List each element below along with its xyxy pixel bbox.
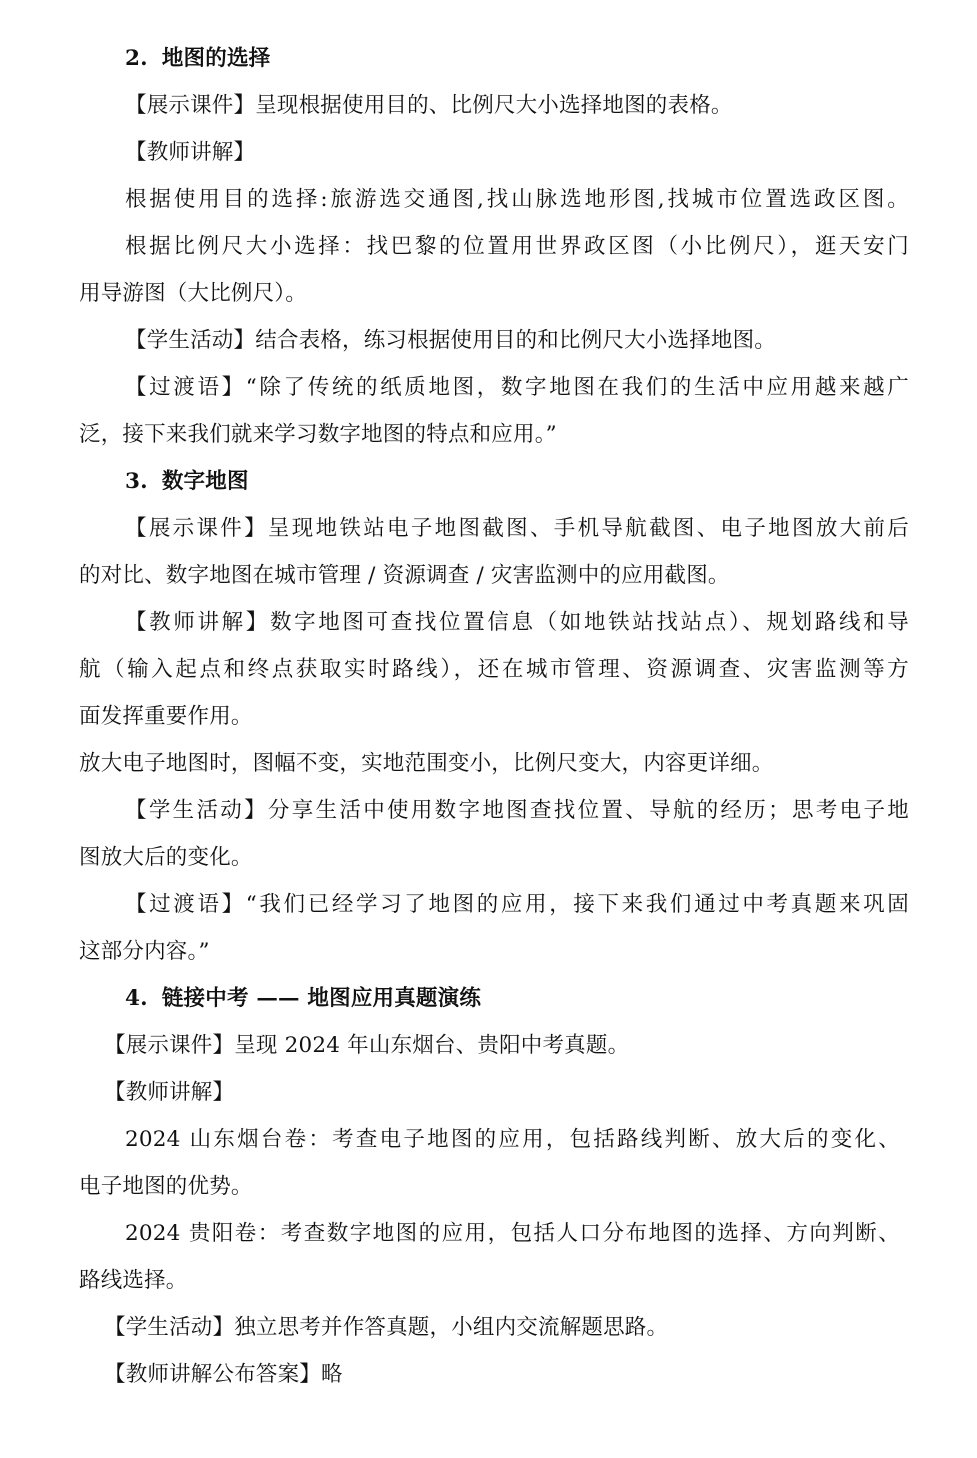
paragraph-line: 【教师讲解】数字地图可查找位置信息（如地铁站找站点）、规划路线和导 [125,610,909,635]
paragraph-line: 根据使用目的选择:旅游选交通图,找山脉选地形图,找城市位置选政区图。 [125,187,909,212]
section-number: 2. [125,46,148,71]
paragraph-line: 面发挥重要作用。 [79,704,253,729]
paragraph-line: 路线选择。 [79,1268,188,1293]
paragraph-line: 的对比、数字地图在城市管理 / 资源调查 / 灾害监测中的应用截图。 [79,563,730,588]
paragraph-line: 【学生活动】独立思考并作答真题，小组内交流解题思路。 [104,1315,669,1340]
paragraph-line: 航（输入起点和终点获取实时路线），还在城市管理、资源调查、灾害监测等方 [79,657,909,682]
paragraph-line: 【展示课件】呈现根据使用目的、比例尺大小选择地图的表格。 [125,93,733,118]
paragraph-line: 放大电子地图时，图幅不变，实地范围变小，比例尺变大，内容更详细。 [79,751,774,776]
paragraph-line: 泛，接下来我们就来学习数字地图的特点和应用。” [79,422,557,447]
paragraph-line: 用导游图（大比例尺）。 [79,281,307,306]
paragraph-line: 2024 贵阳卷：考查数字地图的应用，包括人口分布地图的选择、方向判断、 [125,1221,900,1246]
paragraph-line: 这部分内容。” [79,939,210,964]
section-heading-4 [125,984,955,1014]
paragraph-line: 【展示课件】呈现地铁站电子地图截图、手机导航截图、电子地图放大前后 [125,516,909,541]
section-title: 数字地图 [161,469,249,494]
section-number: 4. [125,986,148,1011]
paragraph-line: 图放大后的变化。 [79,845,253,870]
section-title: 地图的选择 [161,46,271,71]
paragraph-line: 【教师讲解公布答案】略 [104,1362,343,1387]
paragraph-line: 根据比例尺大小选择：找巴黎的位置用世界政区图（小比例尺），逛天安门 [125,234,909,259]
paragraph-line: 2024 山东烟台卷：考查电子地图的应用，包括路线判断、放大后的变化、 [125,1127,900,1152]
paragraph-line: 电子地图的优势。 [79,1174,253,1199]
paragraph-line: 【学生活动】结合表格，练习根据使用目的和比例尺大小选择地图。 [125,328,777,353]
paragraph-line: 【过渡语】“除了传统的纸质地图，数字地图在我们的生活中应用越来越广 [125,375,909,400]
section-number: 3. [125,469,148,494]
section-title: 链接中考 —— 地图应用真题演练 [161,986,482,1011]
paragraph-line: 【展示课件】呈现 2024 年山东烟台、贵阳中考真题。 [104,1033,630,1058]
paragraph-line: 【学生活动】分享生活中使用数字地图查找位置、导航的经历；思考电子地 [125,798,909,823]
paragraph-line: 【教师讲解】 [125,140,256,165]
section-heading-2 [125,44,955,74]
paragraph-line: 【教师讲解】 [104,1080,235,1105]
section-heading-3 [125,467,955,497]
paragraph-line: 【过渡语】“我们已经学习了地图的应用，接下来我们通过中考真题来巩固 [125,892,909,917]
